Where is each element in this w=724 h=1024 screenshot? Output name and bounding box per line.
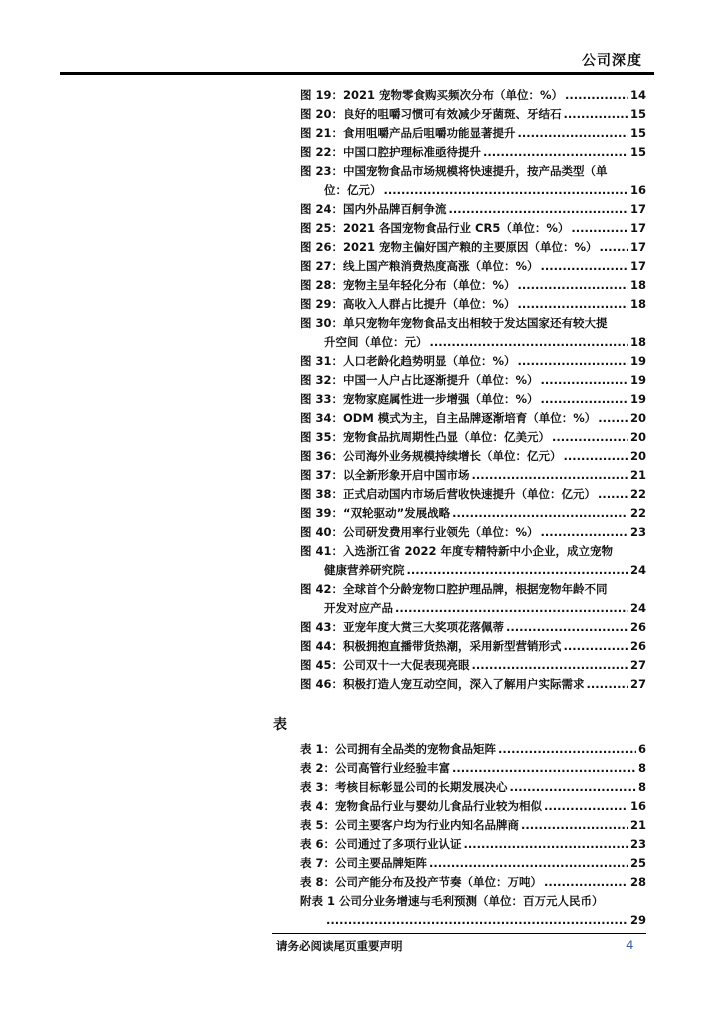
toc-entry-label: 图 26：2021 宠物主偏好国产粮的主要原因（单位：%） xyxy=(300,240,598,254)
footer-divider xyxy=(272,933,646,934)
toc-page-number: 18 xyxy=(629,335,646,349)
toc-entry[interactable] xyxy=(300,428,646,447)
toc-page-number: 22 xyxy=(629,487,646,501)
leader-dots xyxy=(518,276,628,295)
toc-page-number: 26 xyxy=(629,620,646,634)
leader-dots xyxy=(452,504,628,523)
toc-entry-label: 表 6：公司通过了多项行业认证 xyxy=(300,837,462,851)
toc-entry-label: 图 28：宠物主呈年轻化分布（单位：%） xyxy=(300,278,516,292)
toc-entry-label: 图 21：食用咀嚼产品后咀嚼功能显著提升 xyxy=(300,126,516,140)
toc-entry[interactable] xyxy=(300,873,646,892)
toc-page-number: 19 xyxy=(629,373,646,387)
toc-entry[interactable] xyxy=(300,257,646,276)
leader-dots xyxy=(407,561,628,580)
toc-entry-label: 图 38：正式启动国内市场后营收快速提升（单位：亿元） xyxy=(300,487,597,501)
toc-entry[interactable] xyxy=(300,656,646,675)
leader-dots xyxy=(544,797,628,816)
toc-entry[interactable] xyxy=(300,352,646,371)
toc-entry[interactable] xyxy=(300,580,646,618)
toc-entry-label: 图 34：ODM 模式为主，自主品牌逐渐培育（单位：%） xyxy=(300,411,597,425)
toc-entry-label-cont: 健康营养研究院 xyxy=(324,563,405,577)
toc-entry-label-cont: 升空间（单位：元） xyxy=(324,335,428,349)
leader-dots xyxy=(600,238,628,257)
leader-dots xyxy=(452,759,636,778)
toc-entry[interactable] xyxy=(300,162,646,200)
leader-dots xyxy=(564,447,628,466)
toc-entry-label: 表 1：公司拥有全品类的宠物食品矩阵 xyxy=(300,742,497,756)
toc-entry-label: 附表 1 公司分业务增速与毛利预测（单位：百万元人民币） xyxy=(300,894,604,908)
toc-entry[interactable] xyxy=(300,816,646,835)
toc-entry-label: 图 37：以全新形象开启中国市场 xyxy=(300,468,470,482)
leader-dots xyxy=(430,333,628,352)
toc-entry-label: 图 33：宠物家庭属性进一步增强（单位：%） xyxy=(300,392,539,406)
disclaimer-note: 请务必阅读尾页重要声明 xyxy=(276,939,403,953)
leader-dots xyxy=(541,371,628,390)
toc-entry-label: 图 45：公司双十一大促表现亮眼 xyxy=(300,658,470,672)
toc-entry-label: 图 35：宠物食品抗周期性凸显（单位：亿美元） xyxy=(300,430,551,444)
toc-page-number: 27 xyxy=(629,658,646,672)
toc-entry[interactable] xyxy=(300,219,646,238)
toc-entry-label: 图 27：线上国产粮消费热度高涨（单位：%） xyxy=(300,259,539,273)
leader-dots xyxy=(541,257,628,276)
toc-entry[interactable] xyxy=(300,542,646,580)
toc-page-number: 20 xyxy=(629,411,646,425)
toc-entry-label: 表 5：公司主要客户均为行业内知名品牌商 xyxy=(300,818,520,832)
figure-list xyxy=(300,86,646,694)
leader-dots xyxy=(326,911,628,930)
toc-page-number: 24 xyxy=(629,563,646,577)
toc-page-number: 21 xyxy=(629,468,646,482)
toc-entry[interactable] xyxy=(300,892,646,930)
leader-dots xyxy=(449,200,628,219)
toc-page-number: 19 xyxy=(629,392,646,406)
toc-page-number: 24 xyxy=(629,601,646,615)
toc-entry[interactable] xyxy=(300,637,646,656)
header-divider xyxy=(60,72,654,75)
leader-dots xyxy=(552,428,628,447)
toc-page-number: 23 xyxy=(629,525,646,539)
toc-entry-label: 表 8：公司产能分布及投产节奏（单位：万吨） xyxy=(300,875,543,889)
toc-page-number: 25 xyxy=(629,856,646,870)
toc-entry-label: 图 43：亚宠年度大赏三大奖项花落佩蒂 xyxy=(300,620,505,634)
toc-entry-label: 图 42：全球首个分龄宠物口腔护理品牌，根据宠物年龄不同 xyxy=(300,582,608,596)
leader-dots xyxy=(587,675,628,694)
leader-dots xyxy=(498,740,636,759)
toc-entry[interactable] xyxy=(300,447,646,466)
leader-dots xyxy=(518,352,628,371)
leader-dots xyxy=(598,485,628,504)
toc-entry[interactable] xyxy=(300,485,646,504)
leader-dots xyxy=(518,124,628,143)
toc-page-number: 18 xyxy=(629,278,646,292)
toc-page-number: 20 xyxy=(629,430,646,444)
toc-entry[interactable] xyxy=(300,740,646,759)
toc-entry-label: 图 46：积极打造人宠互动空间，深入了解用户实际需求 xyxy=(300,677,585,691)
leader-dots xyxy=(395,599,628,618)
toc-entry[interactable] xyxy=(300,409,646,428)
leader-dots xyxy=(518,295,628,314)
toc-entry-label: 图 40：公司研发费用率行业领先（单位：%） xyxy=(300,525,539,539)
toc-entry[interactable] xyxy=(300,835,646,854)
toc-page-number: 29 xyxy=(629,913,646,927)
toc-page-number: 27 xyxy=(629,677,646,691)
leader-dots xyxy=(521,816,628,835)
toc-page-number: 17 xyxy=(629,259,646,273)
toc-entry[interactable] xyxy=(300,523,646,542)
toc-entry[interactable] xyxy=(300,390,646,409)
toc-entry[interactable] xyxy=(300,371,646,390)
leader-dots xyxy=(571,219,628,238)
toc-entry[interactable] xyxy=(300,143,646,162)
toc-page-number: 28 xyxy=(629,875,646,889)
toc-page-number: 16 xyxy=(629,799,646,813)
toc-entry[interactable] xyxy=(300,295,646,314)
report-type-label: 公司深度 xyxy=(582,53,642,69)
toc-entry-label: 图 25：2021 各国宠物食品行业 CR5（单位：%） xyxy=(300,221,570,235)
leader-dots xyxy=(472,656,628,675)
leader-dots xyxy=(544,873,628,892)
toc-page-number: 15 xyxy=(629,145,646,159)
toc-entry-label: 表 2：公司高管行业经验丰富 xyxy=(300,761,451,775)
toc-entry[interactable] xyxy=(300,238,646,257)
toc-page-number: 20 xyxy=(629,449,646,463)
leader-dots xyxy=(384,181,628,200)
toc-entry-label: 图 30：单只宠物年宠物食品支出相较于发达国家还有较大提 xyxy=(300,316,608,330)
toc-entry[interactable] xyxy=(300,466,646,485)
toc-page-number: 22 xyxy=(629,506,646,520)
toc-entry[interactable] xyxy=(300,200,646,219)
toc-page-number: 8 xyxy=(637,761,646,775)
leader-dots xyxy=(541,523,628,542)
toc-entry-label: 图 31：人口老龄化趋势明显（单位：%） xyxy=(300,354,516,368)
toc-entry-label: 图 23：中国宠物食品市场规模将快速提升，按产品类型（单 xyxy=(300,164,608,178)
leader-dots xyxy=(429,854,628,873)
toc-entry-label: 图 41：入选浙江省 2022 年度专精特新中小企业，成立宠物 xyxy=(300,544,614,558)
leader-dots xyxy=(598,409,628,428)
toc-page-number: 6 xyxy=(637,742,646,756)
toc-page-number: 15 xyxy=(629,126,646,140)
toc-page-number: 17 xyxy=(629,240,646,254)
toc-entry-label: 表 3：考核目标彰显公司的长期发展决心 xyxy=(300,780,508,794)
toc-entry[interactable] xyxy=(300,675,646,694)
leader-dots xyxy=(565,86,628,105)
leader-dots xyxy=(541,390,628,409)
toc-entry-label: 图 19：2021 宠物零食购买频次分布（单位：%） xyxy=(300,88,564,102)
toc-entry[interactable] xyxy=(300,276,646,295)
toc-entry[interactable] xyxy=(300,778,646,797)
toc-entry[interactable] xyxy=(300,854,646,873)
leader-dots xyxy=(483,143,628,162)
toc-entry[interactable] xyxy=(300,124,646,143)
leader-dots xyxy=(510,778,636,797)
toc-page-number: 21 xyxy=(629,818,646,832)
toc-page-number: 19 xyxy=(629,354,646,368)
toc-entry[interactable] xyxy=(300,504,646,523)
table-list xyxy=(300,740,646,930)
page-number: 4 xyxy=(626,938,634,952)
toc-page-number: 23 xyxy=(629,837,646,851)
toc-entry-label: 表 7：公司主要品牌矩阵 xyxy=(300,856,428,870)
toc-page-number: 14 xyxy=(629,88,646,102)
toc-entry-label: 图 36：公司海外业务规模持续增长（单位：亿元） xyxy=(300,449,562,463)
toc-entry-label: 图 24：国内外品牌百舸争流 xyxy=(300,202,447,216)
toc-entry-label: 图 22：中国口腔护理标准亟待提升 xyxy=(300,145,482,159)
tables-section-heading: 表 xyxy=(273,717,287,733)
toc-page-number: 18 xyxy=(629,297,646,311)
toc-entry-label: 表 4：宠物食品行业与婴幼儿食品行业较为相似 xyxy=(300,799,543,813)
toc-entry[interactable] xyxy=(300,86,646,105)
toc-entry[interactable] xyxy=(300,314,646,352)
toc-entry[interactable] xyxy=(300,105,646,124)
toc-entry[interactable] xyxy=(300,759,646,778)
leader-dots xyxy=(564,105,628,124)
leader-dots xyxy=(472,466,628,485)
leader-dots xyxy=(506,618,628,637)
toc-page-number: 16 xyxy=(629,183,646,197)
toc-page-number: 26 xyxy=(629,639,646,653)
toc-entry-label-cont: 位：亿元） xyxy=(324,183,382,197)
toc-entry-label: 图 32：中国一人户占比逐渐提升（单位：%） xyxy=(300,373,539,387)
toc-entry-label: 图 20：良好的咀嚼习惯可有效减少牙菌斑、牙结石 xyxy=(300,107,562,121)
toc-entry-label: 图 44：积极拥抱直播带货热潮，采用新型营销形式 xyxy=(300,639,562,653)
toc-page-number: 17 xyxy=(629,202,646,216)
leader-dots xyxy=(464,835,628,854)
leader-dots xyxy=(564,637,628,656)
toc-entry[interactable] xyxy=(300,797,646,816)
toc-entry[interactable] xyxy=(300,618,646,637)
toc-entry-label: 图 29：高收入人群占比提升（单位：%） xyxy=(300,297,516,311)
toc-entry-label-cont: 开发对应产品 xyxy=(324,601,393,615)
toc-page-number: 8 xyxy=(637,780,646,794)
toc-page-number: 15 xyxy=(629,107,646,121)
toc-entry-label: 图 39：“双轮驱动”发展战略 xyxy=(300,506,451,520)
toc-page-number: 17 xyxy=(629,221,646,235)
